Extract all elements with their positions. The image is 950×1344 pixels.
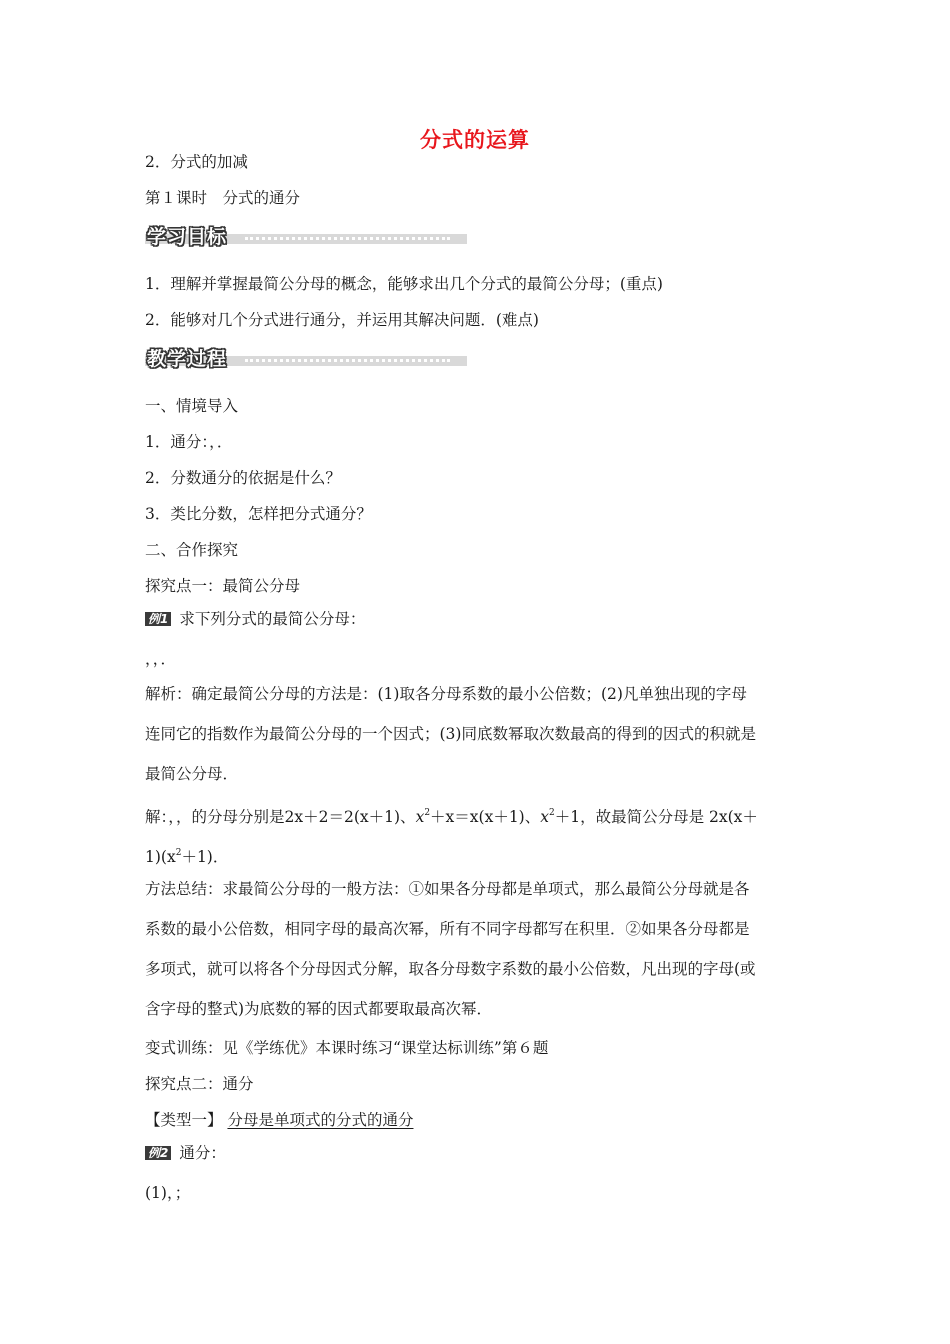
summary-line-1: 方法总结：求最简公分母的一般方法：①如果各分母都是单项式，那么最简公分母就是各 [145,880,750,898]
variant-training: 变式训练：见《学练优》本课时练习“课堂达标训练”第６题 [145,1039,549,1057]
analysis-line-1: 解析：确定最简公分母的方法是：(1)取各分母系数的最小公倍数；(2)凡单独出现的字母 [145,685,747,703]
intro-heading: 一、情境导入 [145,397,239,415]
solution-separator: 、 [400,808,416,826]
solution-var: x [540,808,549,826]
banner-dots [245,237,450,240]
point1-heading: 探究点一：最简公分母 [145,577,301,595]
explore-heading: 二、合作探究 [145,541,239,559]
example2-item-1: (1)，； [145,1184,191,1202]
solution-separator: 、 [524,808,541,826]
solution-denominator-2: ＋x＝x(x＋1) [430,808,525,826]
solution-lead: 解：，，的分母分别是 [145,808,285,826]
solution-exponent: 2 [424,808,431,818]
goals-banner-label: 学习目标 [147,226,228,248]
goals-banner [145,222,467,248]
solution-line-1 [145,803,758,827]
page-title: 分式的运算 [420,128,530,152]
intro-item-1: 1．通分：，． [145,433,233,451]
banner-dots [245,359,450,362]
summary-line-3: 多项式，就可以将各个分母因式分解，取各分母数字系数的最小公倍数，凡出现的字母(或 [145,960,756,978]
solution-denominator-3: ＋1，故最简公分母是 2x(x＋ [554,808,758,826]
goal-item-1: 1．理解并掌握最简公分母的概念，能够求出几个分式的最简公分母；(重点) [145,275,663,293]
example1-text: 求下列分式的最简公分母： [179,610,366,628]
type1-label: 【类型一】 [145,1111,223,1129]
point2-heading: 探究点二：通分 [145,1075,254,1093]
example2-tag: 例2 [145,1146,171,1160]
example2-text: 通分： [179,1144,226,1162]
example1-blank: ，，． [145,650,177,668]
analysis-line-3: 最简公分母． [145,765,239,783]
lesson-heading: 第１课时 分式的通分 [145,189,301,207]
example1 [145,609,365,629]
solution-cont-end: ＋1)． [181,848,229,866]
solution-denominator-1: 2x＋2＝2(x＋1) [284,808,401,826]
process-banner-label: 教学过程 [147,348,228,370]
intro-item-2: 2．分数通分的依据是什么？ [145,469,341,487]
solution-exponent: 2 [549,808,555,818]
example1-tag: 例1 [145,612,171,626]
analysis-line-2: 连同它的指数作为最简公分母的一个因式；(3)同底数幂取次数最高的得到的因式的积就是 [145,725,756,743]
example2 [145,1143,226,1163]
solution-var: x [415,808,425,826]
type1-heading [145,1110,413,1130]
type1-text: 分母是单项式的分式的通分 [227,1111,414,1129]
solution-line-2 [145,843,228,867]
section-heading: 2．分式的加减 [145,153,248,171]
intro-item-3: 3．类比分数，怎样把分式通分？ [145,505,372,523]
summary-line-2: 系数的最小公倍数，相同字母的最高次幂，所有不同字母都写在积里．②如果各分母都是 [145,920,750,938]
solution-cont: 1)(x [145,848,176,866]
solution-exponent: 2 [175,848,182,858]
goal-item-2: 2．能够对几个分式进行通分，并运用其解决问题．(难点) [145,311,539,329]
summary-line-4: 含字母的整式)为底数的幂的因式都要取最高次幂． [145,1000,493,1018]
process-banner [145,344,467,370]
